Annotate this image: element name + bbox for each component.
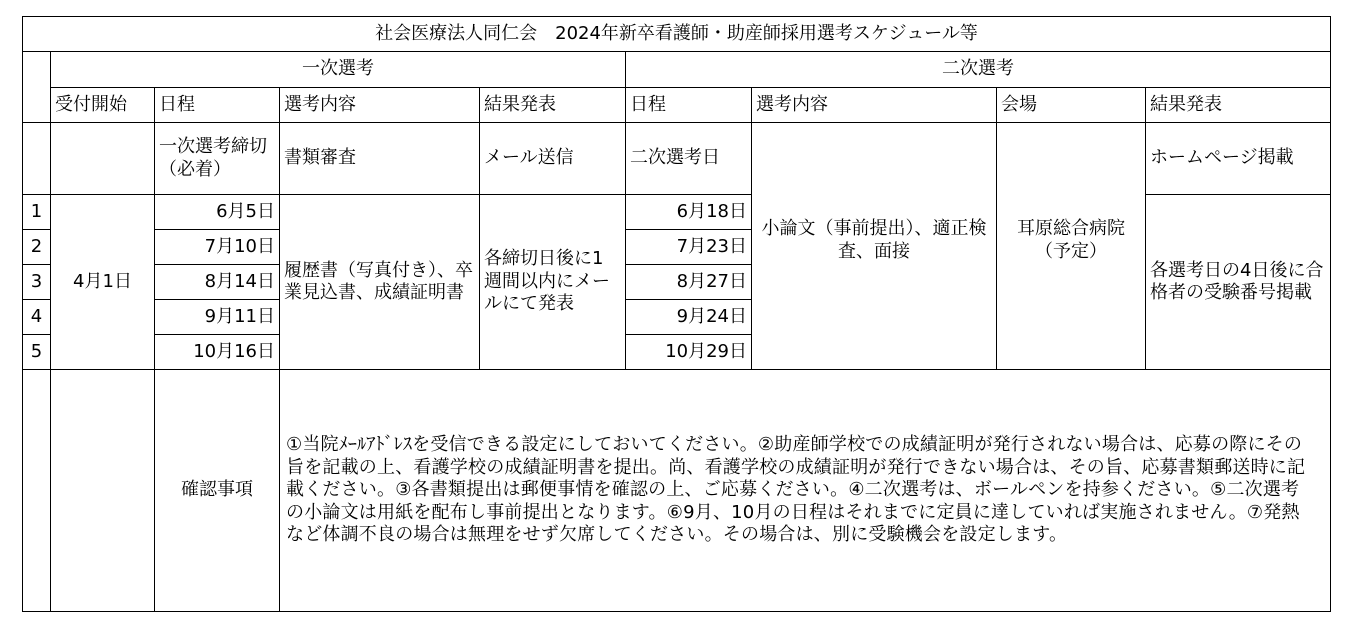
reception-start-header: 受付開始 bbox=[51, 88, 155, 123]
confirmation-label: 確認事項 bbox=[155, 370, 280, 612]
second-date: 8月27日 bbox=[626, 265, 752, 300]
row-number: 4 bbox=[23, 300, 51, 335]
blank-cell bbox=[23, 123, 51, 195]
row-number: 3 bbox=[23, 265, 51, 300]
first-deadline-date: 6月5日 bbox=[155, 195, 280, 230]
first-result-header: 結果発表 bbox=[480, 88, 626, 123]
table-title: 社会医療法人同仁会 2024年新卒看護師・助産師採用選考スケジュール等 bbox=[23, 17, 1331, 52]
second-date: 10月29日 bbox=[626, 335, 752, 370]
second-date-label: 二次選考日 bbox=[626, 123, 752, 195]
venue-detail-text: 耳原総合病院（予定） bbox=[1017, 218, 1125, 262]
venue-detail bbox=[997, 123, 1146, 370]
second-result-header: 結果発表 bbox=[1146, 88, 1331, 123]
venue-header: 会場 bbox=[997, 88, 1146, 123]
first-stage-label: 一次選考 bbox=[51, 52, 626, 88]
first-deadline-label: 一次選考締切（必着） bbox=[155, 123, 280, 195]
first-content-header: 選考内容 bbox=[280, 88, 480, 123]
second-content-header: 選考内容 bbox=[752, 88, 997, 123]
first-deadline-date: 10月16日 bbox=[155, 335, 280, 370]
second-content-detail bbox=[752, 123, 997, 370]
second-date: 6月18日 bbox=[626, 195, 752, 230]
homepage-notice-label: ホームページ掲載 bbox=[1146, 123, 1331, 195]
second-date: 9月24日 bbox=[626, 300, 752, 335]
first-result-detail: 各締切日後に1週間以内にメールにて発表 bbox=[480, 195, 626, 370]
first-content-detail: 履歴書（写真付き）、卒業見込書、成績証明書 bbox=[280, 195, 480, 370]
second-stage-label: 二次選考 bbox=[626, 52, 1331, 88]
first-deadline-date: 7月10日 bbox=[155, 230, 280, 265]
email-notice-label: メール送信 bbox=[480, 123, 626, 195]
first-schedule-header: 日程 bbox=[155, 88, 280, 123]
first-deadline-date: 9月11日 bbox=[155, 300, 280, 335]
second-result-detail: 各選考日の4日後に合格者の受験番号掲載 bbox=[1146, 195, 1331, 370]
row-number-header bbox=[23, 52, 51, 123]
row-number: 1 bbox=[23, 195, 51, 230]
first-deadline-date: 8月14日 bbox=[155, 265, 280, 300]
blank-cell bbox=[51, 123, 155, 195]
second-schedule-header: 日程 bbox=[626, 88, 752, 123]
second-content-detail-text: 小論文（事前提出）、適正検査、面接 bbox=[761, 218, 987, 262]
second-date: 7月23日 bbox=[626, 230, 752, 265]
row-number: 2 bbox=[23, 230, 51, 265]
reception-start-value: 4月1日 bbox=[51, 195, 155, 370]
confirmation-text: ①当院ﾒｰﾙｱﾄﾞﾚｽを受信できる設定にしておいてください。②助産師学校での成績証明が発行されない場合は、応募の際にその旨を記載の上、看護学校の成績証明書を提出。尚、看護学校の成績証明が発行できない場合は、その旨、応募書類郵送時に記載ください。③各書類提出は郵便事情を確認の上、ご応募ください。④二次選考は、ボールペンを持参ください。⑤二次選考の小論文は用紙を配布し事前提出となります。⑥9月、10月の日程はそれまでに定員に達していれば実施されません。⑦発熱など体調不良の場合は無理をせず欠席してください。その場合は、別に受験機会を設定します。 bbox=[280, 370, 1331, 612]
row-number: 5 bbox=[23, 335, 51, 370]
blank-cell bbox=[23, 370, 51, 612]
blank-cell bbox=[51, 370, 155, 612]
schedule-table bbox=[22, 16, 1331, 612]
document-review-label: 書類審査 bbox=[280, 123, 480, 195]
